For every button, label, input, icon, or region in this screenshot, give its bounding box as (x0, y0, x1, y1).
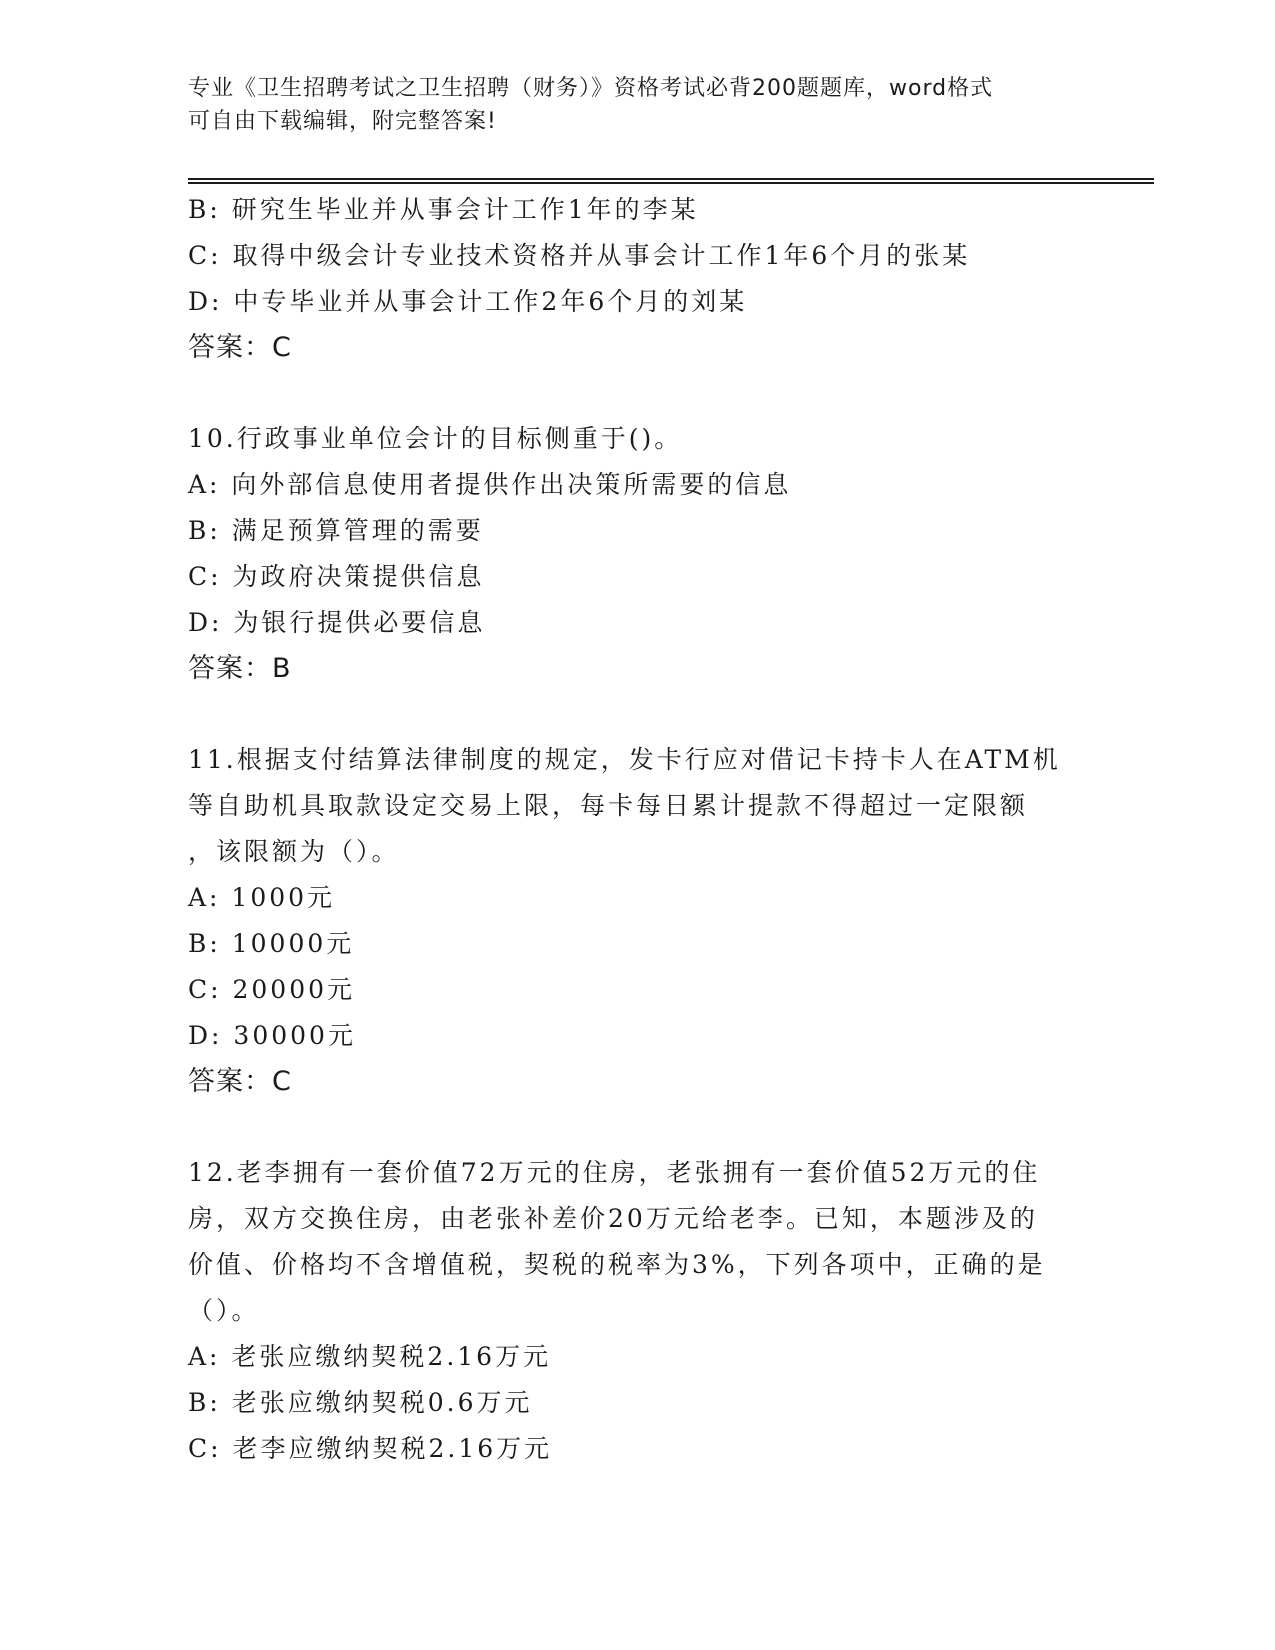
option-b: B: 研究生毕业并从事会计工作1年的李某 (188, 195, 699, 224)
question-text-line-4: （）。 (188, 1296, 260, 1325)
question-text-line-3: 价值、价格均不含增值税，契税的税率为3%，下列各项中，正确的是 (188, 1250, 1046, 1279)
question-text: 10.行政事业单位会计的目标侧重于()。 (188, 424, 683, 453)
option-d: D: 为银行提供必要信息 (188, 608, 486, 637)
option-b: B: 满足预算管理的需要 (188, 516, 484, 545)
option-b: B: 老张应缴纳契税0.6万元 (188, 1388, 533, 1417)
question-text-line-1: 11.根据支付结算法律制度的规定，发卡行应对借记卡持卡人在ATM机 (188, 745, 1061, 774)
question-12 (188, 1150, 1088, 1472)
answer-line: 答案：C (188, 332, 292, 363)
question-list (188, 187, 1088, 1472)
header-line-1: 专业《卫生招聘考试之卫生招聘（财务）》资格考试必背200题题库，word格式 (188, 76, 994, 101)
answer-line: 答案：B (188, 653, 292, 684)
question-text-line-1: 12.老李拥有一套价值72万元的住房，老张拥有一套价值52万元的住 (188, 1158, 1041, 1187)
option-c: C: 取得中级会计专业技术资格并从事会计工作1年6个月的张某 (188, 241, 971, 270)
header-divider-bottom (188, 182, 1154, 184)
option-c: C: 为政府决策提供信息 (188, 562, 485, 591)
option-c: C: 老李应缴纳契税2.16万元 (188, 1434, 553, 1463)
question-11 (188, 737, 1088, 1105)
option-d: D: 30000元 (188, 1021, 356, 1050)
question-9 (188, 187, 1088, 371)
question-text-line-3: ，该限额为（）。 (188, 837, 400, 866)
option-a: A: 老张应缴纳契税2.16万元 (188, 1342, 552, 1371)
option-c: C: 20000元 (188, 975, 356, 1004)
answer-line: 答案：C (188, 1066, 292, 1097)
option-d: D: 中专毕业并从事会计工作2年6个月的刘某 (188, 287, 748, 316)
option-b: B: 10000元 (188, 929, 355, 958)
header-line-2: 可自由下载编辑，附完整答案! (188, 109, 497, 134)
option-a: A: 1000元 (188, 883, 336, 912)
page-header (188, 72, 1088, 138)
question-text-line-2: 房，双方交换住房，由老张补差价20万元给老李。已知，本题涉及的 (188, 1204, 1038, 1233)
option-a: A: 向外部信息使用者提供作出决策所需要的信息 (188, 470, 792, 499)
question-10 (188, 416, 1088, 692)
question-text-line-2: 等自助机具取款设定交易上限，每卡每日累计提款不得超过一定限额 (188, 791, 1029, 820)
header-divider-top (188, 178, 1154, 180)
